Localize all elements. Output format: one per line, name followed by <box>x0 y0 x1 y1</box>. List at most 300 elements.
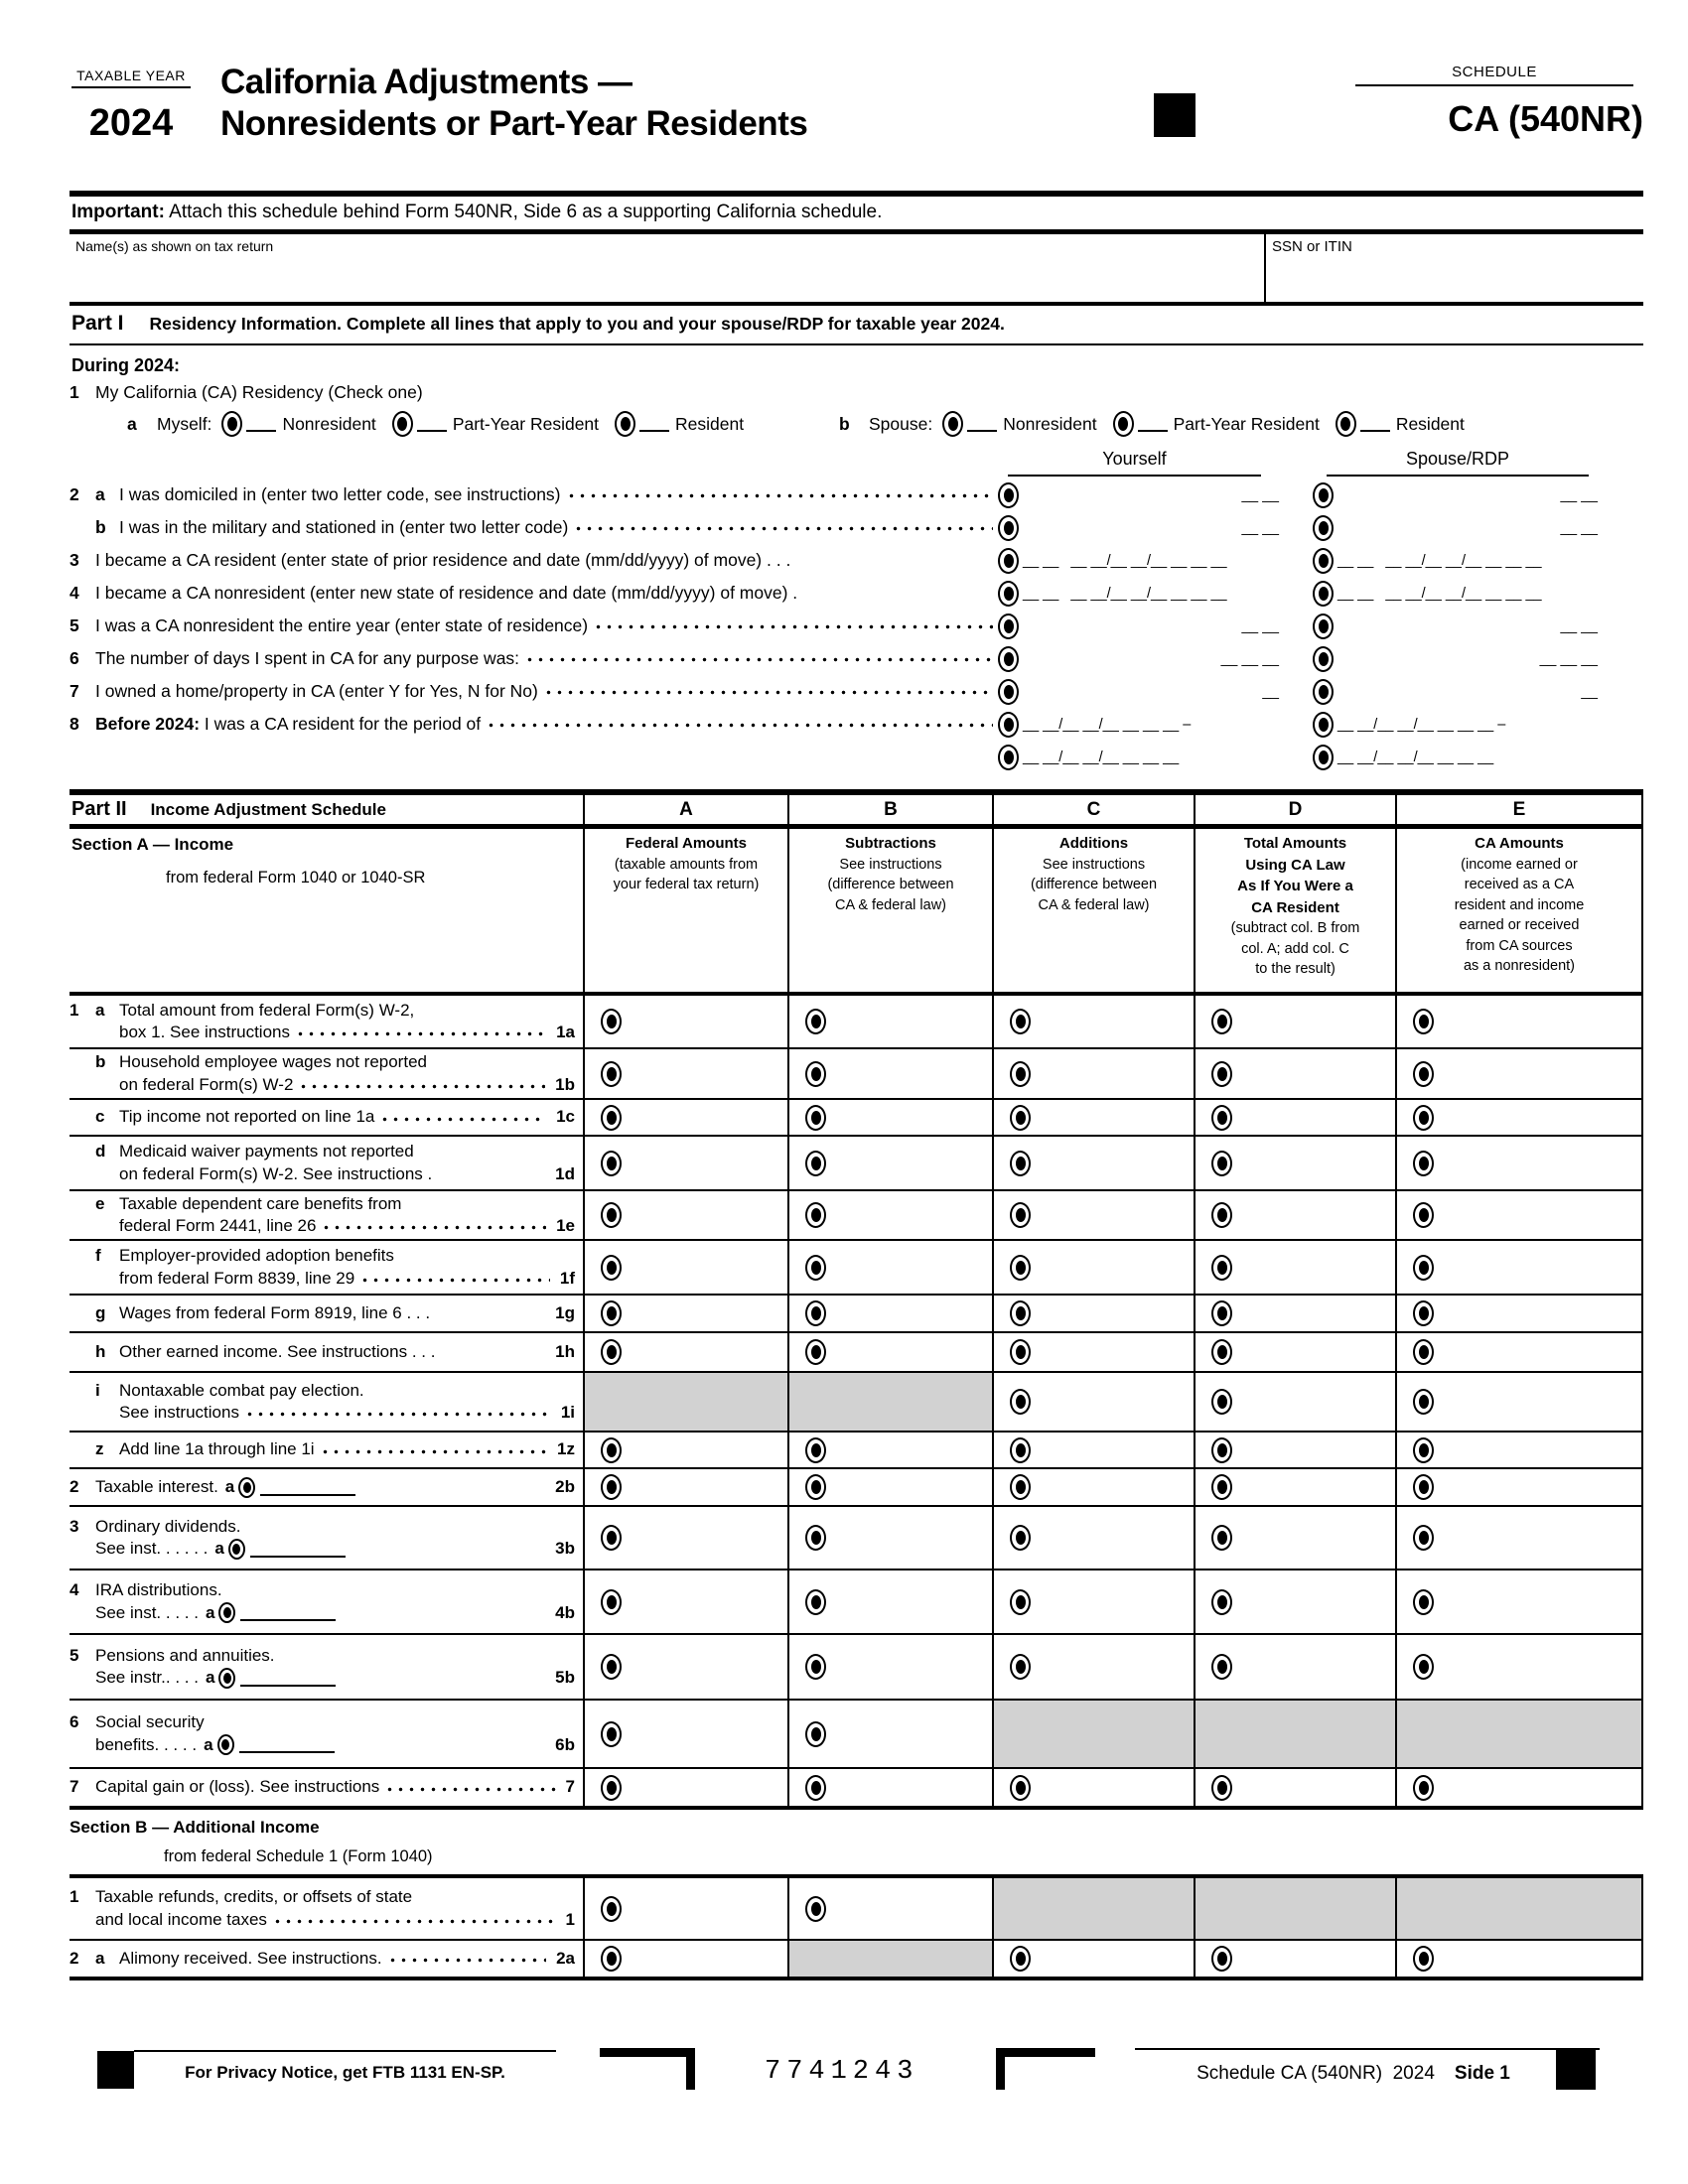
yourself-entry-zone <box>998 482 1313 508</box>
bubble-target[interactable] <box>601 1105 622 1131</box>
bubble-target[interactable] <box>601 1775 622 1801</box>
line-reference: 1c <box>556 1107 575 1127</box>
bubble-target[interactable] <box>1413 1474 1434 1500</box>
bubble-target[interactable] <box>998 646 1019 672</box>
amount-cell-e[interactable] <box>1397 1469 1643 1507</box>
bubble-target[interactable] <box>1211 1775 1232 1801</box>
amount-cell-b[interactable] <box>789 1469 994 1507</box>
bubble-target[interactable] <box>601 1151 622 1176</box>
amount-cell-b[interactable] <box>789 1137 994 1191</box>
bubble-target[interactable] <box>601 1202 622 1228</box>
entry-blank[interactable] <box>260 1479 355 1496</box>
entry-blank[interactable] <box>1360 417 1390 432</box>
amount-cell-a[interactable] <box>585 1507 789 1570</box>
bubble-target[interactable] <box>1413 1061 1434 1087</box>
amount-cell-c[interactable] <box>994 1137 1196 1191</box>
entry-blank[interactable]: __ __/__ __/__ __ __ __ – <box>1337 716 1506 733</box>
amount-cell-a[interactable] <box>585 1049 789 1100</box>
entry-blank[interactable]: __ __/__ __/__ __ __ __ <box>1023 749 1180 765</box>
amount-cell-c[interactable] <box>994 1191 1196 1241</box>
bubble-target[interactable] <box>601 1339 622 1365</box>
bubble-target[interactable] <box>1413 1654 1434 1680</box>
row-label-line <box>70 1516 575 1538</box>
entry-blank[interactable]: __ <box>1262 683 1279 700</box>
amount-cell-e[interactable] <box>1397 1049 1643 1100</box>
entry-blank[interactable] <box>246 417 276 432</box>
amount-cell-b[interactable] <box>789 1191 994 1241</box>
line-text: on federal Form(s) W-2. See instructions . <box>119 1163 433 1183</box>
line-text-wrap <box>95 615 998 636</box>
entry-blank[interactable]: __ __ __ __/__ __/__ __ __ __ <box>1337 585 1542 602</box>
amount-cell-a[interactable] <box>585 1469 789 1507</box>
spouse-column-header: Spouse/RDP <box>1327 449 1589 477</box>
row-label-line <box>70 1776 575 1798</box>
bubble-target[interactable] <box>805 1339 826 1365</box>
amount-cell-d[interactable] <box>1196 1241 1397 1296</box>
entry-blank[interactable]: __ __ __ <box>1220 650 1279 667</box>
line-text-wrap <box>95 583 998 604</box>
bubble-target[interactable] <box>1211 1105 1232 1131</box>
bubble-target[interactable] <box>1010 1151 1031 1176</box>
amount-cell-d[interactable] <box>1196 1469 1397 1507</box>
row-label-line <box>70 1909 575 1931</box>
bubble-target[interactable] <box>238 1477 255 1498</box>
bubble-target[interactable] <box>601 1721 622 1747</box>
amount-cell-d[interactable] <box>1196 1433 1397 1469</box>
line-text: IRA distributions. <box>95 1580 222 1600</box>
residency-option-label: Part-Year Resident <box>452 413 600 434</box>
bubble-target[interactable] <box>1313 515 1334 541</box>
residency-spouse-group <box>839 411 1480 437</box>
line-reference: 1h <box>555 1341 575 1361</box>
bubble-target[interactable] <box>1211 1437 1232 1463</box>
entry-blank[interactable]: __ __ __ __/__ __/__ __ __ __ <box>1023 552 1227 569</box>
bubble-target[interactable] <box>1413 1202 1434 1228</box>
amount-cell-d[interactable] <box>1196 1373 1397 1433</box>
entry-blank[interactable]: __ __ <box>1560 486 1598 503</box>
name-input-area[interactable] <box>70 234 1266 302</box>
entry-blank[interactable]: __ __ <box>1241 519 1279 536</box>
bubble-target[interactable] <box>998 548 1019 574</box>
amount-cell-b[interactable] <box>789 1333 994 1373</box>
row-label-line <box>70 1476 575 1498</box>
amount-cell-d[interactable] <box>1196 1100 1397 1137</box>
amount-cell-a[interactable] <box>585 1100 789 1137</box>
bubble-target[interactable] <box>998 712 1019 738</box>
amount-cell-d[interactable] <box>1196 996 1397 1049</box>
schedule-block <box>1345 64 1643 140</box>
column-desc-line: (subtract col. B from <box>1230 920 1360 937</box>
amount-cell-d[interactable] <box>1196 1191 1397 1241</box>
amount-cell-c[interactable] <box>994 1570 1196 1635</box>
bubble-target[interactable] <box>601 1589 622 1615</box>
bubble-target[interactable] <box>1413 1339 1434 1365</box>
amount-cell-c[interactable] <box>994 1100 1196 1137</box>
amount-cell-b[interactable] <box>789 1433 994 1469</box>
entry-blank[interactable]: __ __ <box>1241 486 1279 503</box>
amount-cell-b[interactable] <box>789 1701 994 1769</box>
bubble-target[interactable] <box>1211 1061 1232 1087</box>
amount-cell-c[interactable] <box>994 1635 1196 1701</box>
bubble-target[interactable] <box>805 1009 826 1034</box>
bubble-target[interactable] <box>1113 411 1134 437</box>
amount-cell-b[interactable] <box>789 1507 994 1570</box>
bubble-target[interactable] <box>601 1474 622 1500</box>
amount-cell-c[interactable] <box>994 1941 1196 1980</box>
bubble-target[interactable] <box>601 1009 622 1034</box>
bubble-target[interactable] <box>1413 1151 1434 1176</box>
row-letter: b <box>839 413 850 434</box>
part2-heading-text: Income Adjustment Schedule <box>150 799 386 819</box>
bubble-target[interactable] <box>1211 1589 1232 1615</box>
line-letter: a <box>95 484 105 504</box>
amount-cell-b[interactable] <box>789 996 994 1049</box>
bubble-target[interactable] <box>998 515 1019 541</box>
line-number: 4 <box>70 1580 79 1600</box>
amount-cell-c[interactable] <box>994 1433 1196 1469</box>
column-desc-text: As If You Were a <box>1237 878 1353 895</box>
bubble-target[interactable] <box>1413 1105 1434 1131</box>
bubble-target[interactable] <box>1211 1525 1232 1551</box>
bubble-target[interactable] <box>601 1525 622 1551</box>
column-desc-line: earned or received <box>1459 917 1580 934</box>
bubble-target[interactable] <box>805 1589 826 1615</box>
bubble-target[interactable] <box>1211 1151 1232 1176</box>
line-reference: 1b <box>555 1074 575 1094</box>
amount-cell-c[interactable] <box>994 1469 1196 1507</box>
amount-cell-b[interactable] <box>789 1570 994 1635</box>
radio-group-label: Myself: <box>157 413 212 434</box>
amount-cell-e[interactable] <box>1397 1635 1643 1701</box>
bubble-target[interactable] <box>1413 1389 1434 1415</box>
amount-cell-e[interactable] <box>1397 996 1643 1049</box>
amount-cell-b[interactable] <box>789 1296 994 1333</box>
bubble-target[interactable] <box>1211 1389 1232 1415</box>
entry-blank[interactable]: __ __/__ __/__ __ __ __ – <box>1023 716 1192 733</box>
amount-cell-a[interactable] <box>585 1137 789 1191</box>
bubble-target[interactable] <box>601 1654 622 1680</box>
residency-option-label: Part-Year Resident <box>1173 413 1320 434</box>
amount-cell-a[interactable] <box>585 1241 789 1296</box>
bubble-target[interactable] <box>601 1061 622 1087</box>
bubble-target[interactable] <box>998 679 1019 705</box>
bubble-target[interactable] <box>1413 1300 1434 1326</box>
line-reference: 1d <box>555 1163 575 1183</box>
line-text: Tip income not reported on line 1a <box>119 1107 375 1127</box>
bubble-target[interactable] <box>228 1539 245 1560</box>
bubble-target[interactable] <box>1010 1437 1031 1463</box>
bubble-target[interactable] <box>805 1061 826 1087</box>
row-label-line <box>70 1141 575 1162</box>
amount-cell-d[interactable] <box>1196 1635 1397 1701</box>
bubble-target[interactable] <box>1010 1339 1031 1365</box>
entry-blank[interactable]: __ __ <box>1241 617 1279 634</box>
entry-blank[interactable]: __ __ __ __/__ __/__ __ __ __ <box>1337 552 1542 569</box>
line-number: 5 <box>70 1645 79 1665</box>
line-text: Taxable refunds, credits, or offsets of state <box>95 1887 413 1907</box>
amount-cell-a[interactable] <box>585 1296 789 1333</box>
row-label-line <box>70 1106 575 1128</box>
amount-cell-a[interactable] <box>585 1333 789 1373</box>
column-desc-line: See instructions <box>839 856 942 873</box>
bubble-target[interactable] <box>805 1525 826 1551</box>
row-label-line <box>70 1268 575 1290</box>
bubble-target[interactable] <box>1010 1589 1031 1615</box>
bubble-target[interactable] <box>217 1734 234 1755</box>
bubble-target[interactable] <box>805 1474 826 1500</box>
bubble-target[interactable] <box>805 1437 826 1463</box>
amount-cell-a[interactable] <box>585 1769 789 1810</box>
bubble-target[interactable] <box>1413 1255 1434 1281</box>
bubble-target[interactable] <box>1336 411 1356 437</box>
column-desc-line: (income earned or <box>1461 856 1578 873</box>
column-desc-line: resident and income <box>1454 896 1585 913</box>
amount-cell-e[interactable] <box>1397 1433 1643 1469</box>
bubble-target[interactable] <box>1211 1339 1232 1365</box>
bubble-target[interactable] <box>1211 1300 1232 1326</box>
bubble-target[interactable] <box>392 411 413 437</box>
amount-cell-d[interactable] <box>1196 1507 1397 1570</box>
bubble-target[interactable] <box>1313 581 1334 607</box>
amount-cell-c[interactable] <box>994 996 1196 1049</box>
row-label-line <box>70 1645 575 1667</box>
amount-cell-e[interactable] <box>1397 1296 1643 1333</box>
amount-cell-d[interactable] <box>1196 1570 1397 1635</box>
radio-group-label: Spouse: <box>869 413 933 434</box>
part1-line <box>70 642 1643 675</box>
amount-cell-a[interactable] <box>585 1635 789 1701</box>
line-text-wrap <box>95 550 998 571</box>
line-letter: z <box>95 1439 104 1459</box>
bubble-target[interactable] <box>805 1202 826 1228</box>
amount-cell-b[interactable] <box>789 1878 994 1941</box>
bubble-target[interactable] <box>1211 1654 1232 1680</box>
bubble-target[interactable] <box>1010 1775 1031 1801</box>
entry-blank[interactable]: __ __ <box>1560 519 1598 536</box>
bubble-target[interactable] <box>1413 1009 1434 1034</box>
amount-cell-e[interactable] <box>1397 1941 1643 1980</box>
bubble-target[interactable] <box>1010 1525 1031 1551</box>
bubble-target[interactable] <box>601 1896 622 1922</box>
ssn-input-area[interactable] <box>1266 234 1643 302</box>
row-label-line <box>70 1074 575 1096</box>
bubble-target[interactable] <box>1010 1389 1031 1415</box>
bubble-target[interactable] <box>221 411 242 437</box>
bubble-target[interactable] <box>1010 1654 1031 1680</box>
entry-blank[interactable] <box>967 417 997 432</box>
entry-blank[interactable] <box>1138 417 1168 432</box>
bubble-target[interactable] <box>601 1946 622 1972</box>
amount-cell-a[interactable] <box>585 1433 789 1469</box>
amount-cell-c[interactable] <box>994 1049 1196 1100</box>
bubble-target[interactable] <box>218 1602 235 1623</box>
amount-cell-b[interactable] <box>789 1241 994 1296</box>
bubble-target[interactable] <box>1413 1946 1434 1972</box>
amount-cell-c[interactable] <box>994 1769 1196 1810</box>
amount-cell-d[interactable] <box>1196 1049 1397 1100</box>
column-letter-e: E <box>1397 795 1643 829</box>
form-title-line2: Nonresidents or Part-Year Residents <box>220 104 808 143</box>
amount-cell-e[interactable] <box>1397 1373 1643 1433</box>
bubble-target[interactable] <box>1211 1946 1232 1972</box>
row-label-line <box>70 1000 575 1022</box>
schedule-label: SCHEDULE <box>1355 64 1633 86</box>
dot-leader <box>272 1909 556 1931</box>
bubble-target[interactable] <box>1010 1255 1031 1281</box>
entry-blank[interactable] <box>240 1670 336 1687</box>
amount-cell-a[interactable] <box>585 1701 789 1769</box>
amount-cell-d[interactable] <box>1196 1941 1397 1980</box>
bubble-target[interactable] <box>1313 745 1334 770</box>
amount-cell-d[interactable] <box>1196 1769 1397 1810</box>
amount-cell-e[interactable] <box>1397 1191 1643 1241</box>
line-letter: h <box>95 1341 106 1361</box>
bubble-target[interactable] <box>218 1668 235 1689</box>
bubble-target[interactable] <box>1211 1202 1232 1228</box>
amount-cell-a[interactable] <box>585 996 789 1049</box>
line-letter: g <box>95 1302 106 1322</box>
bubble-target[interactable] <box>998 482 1019 508</box>
spouse-entry-zone <box>1313 482 1643 508</box>
bubble-target[interactable] <box>998 614 1019 639</box>
bubble-target[interactable] <box>998 745 1019 770</box>
amount-cell-b[interactable] <box>789 1769 994 1810</box>
entry-blank[interactable]: __ __ __ <box>1539 650 1598 667</box>
amount-cell-e[interactable] <box>1397 1570 1643 1635</box>
line-text: Employer-provided adoption benefits <box>119 1246 394 1266</box>
bubble-target[interactable] <box>998 581 1019 607</box>
bubble-target[interactable] <box>1010 1009 1031 1034</box>
bubble-target[interactable] <box>1313 646 1334 672</box>
entry-blank[interactable]: __ __ <box>1560 617 1598 634</box>
bubble-target[interactable] <box>601 1300 622 1326</box>
line-text-wrap <box>95 648 998 669</box>
row-label <box>70 1570 585 1635</box>
entry-blank[interactable]: __ __ __ __/__ __/__ __ __ __ <box>1023 585 1227 602</box>
entry-blank[interactable]: __ __/__ __/__ __ __ __ <box>1337 749 1494 765</box>
amount-cell-c[interactable] <box>994 1333 1196 1373</box>
bubble-target[interactable] <box>1010 1105 1031 1131</box>
bubble-target[interactable] <box>805 1896 826 1922</box>
entry-blank[interactable] <box>239 1736 335 1753</box>
bubble-target[interactable] <box>1211 1474 1232 1500</box>
form-title <box>220 62 807 145</box>
amount-cell-e <box>1397 1878 1643 1941</box>
amount-cell-e[interactable] <box>1397 1137 1643 1191</box>
entry-blank[interactable] <box>639 417 669 432</box>
dot-leader <box>384 1776 555 1798</box>
column-desc-bold-line <box>1196 855 1395 877</box>
bubble-target[interactable] <box>1010 1474 1031 1500</box>
amount-cell-c[interactable] <box>994 1373 1196 1433</box>
bubble-target[interactable] <box>1313 548 1334 574</box>
bubble-target[interactable] <box>1313 614 1334 639</box>
amount-cell-c[interactable] <box>994 1296 1196 1333</box>
yourself-entry-zone <box>998 581 1313 607</box>
line-text: and local income taxes <box>95 1909 267 1929</box>
bubble-target[interactable] <box>1211 1255 1232 1281</box>
amount-letter: a <box>224 1476 235 1496</box>
bubble-target[interactable] <box>805 1255 826 1281</box>
line-number: 1 <box>70 382 79 402</box>
line-text: Social security <box>95 1712 205 1732</box>
spouse-entry-zone <box>1313 646 1643 672</box>
amount-cell-c <box>994 1878 1196 1941</box>
amount-cell-a[interactable] <box>585 1570 789 1635</box>
bubble-target[interactable] <box>615 411 635 437</box>
bubble-target[interactable] <box>805 1775 826 1801</box>
bubble-target[interactable] <box>805 1654 826 1680</box>
amount-cell-d[interactable] <box>1196 1333 1397 1373</box>
bubble-target[interactable] <box>1413 1775 1434 1801</box>
entry-blank[interactable] <box>417 417 447 432</box>
bubble-target[interactable] <box>1211 1009 1232 1034</box>
bubble-target[interactable] <box>1010 1202 1031 1228</box>
yourself-entry-zone <box>998 515 1313 541</box>
line-text-wrap <box>95 681 998 702</box>
column-desc-e <box>1397 829 1643 996</box>
amount-cell-b[interactable] <box>789 1100 994 1137</box>
line-text-wrap <box>119 517 998 538</box>
amount-cell-b[interactable] <box>789 1049 994 1100</box>
bubble-target[interactable] <box>1413 1525 1434 1551</box>
amount-cell-c[interactable] <box>994 1241 1196 1296</box>
bubble-target[interactable] <box>1313 482 1334 508</box>
amount-cell-d[interactable] <box>1196 1137 1397 1191</box>
bubble-target[interactable] <box>1010 1946 1031 1972</box>
bubble-target[interactable] <box>805 1151 826 1176</box>
entry-blank[interactable] <box>240 1604 336 1621</box>
amount-cell-a[interactable] <box>585 1191 789 1241</box>
bubble-target[interactable] <box>805 1300 826 1326</box>
entry-blank[interactable] <box>250 1541 346 1558</box>
amount-cell-c[interactable] <box>994 1507 1196 1570</box>
amount-cell-a[interactable] <box>585 1941 789 1980</box>
amount-cell-e[interactable] <box>1397 1507 1643 1570</box>
part1-line <box>70 675 1643 708</box>
dot-leader <box>321 1215 546 1237</box>
bubble-target[interactable] <box>1010 1061 1031 1087</box>
amount-cell-e[interactable] <box>1397 1333 1643 1373</box>
bubble-target[interactable] <box>805 1721 826 1747</box>
amount-cell-e[interactable] <box>1397 1769 1643 1810</box>
bubble-target[interactable] <box>601 1437 622 1463</box>
amount-cell-e[interactable] <box>1397 1241 1643 1296</box>
bubble-target[interactable] <box>1413 1589 1434 1615</box>
line-text-bold: Before 2024: <box>95 714 201 734</box>
bubble-target[interactable] <box>942 411 963 437</box>
bubble-target[interactable] <box>1413 1437 1434 1463</box>
bubble-target[interactable] <box>601 1255 622 1281</box>
amount-cell-e[interactable] <box>1397 1100 1643 1137</box>
dot-leader <box>524 648 993 669</box>
amount-cell-b[interactable] <box>789 1635 994 1701</box>
bubble-target[interactable] <box>1313 712 1334 738</box>
line1-text: My California (CA) Residency (Check one) <box>95 382 423 402</box>
entry-blank[interactable]: __ <box>1581 683 1598 700</box>
amount-cell-a[interactable] <box>585 1878 789 1941</box>
bubble-target[interactable] <box>1313 679 1334 705</box>
line-text: See instructions <box>119 1403 239 1422</box>
amount-cell-d[interactable] <box>1196 1296 1397 1333</box>
row-label-line <box>70 1051 575 1073</box>
row-label-line <box>70 1667 575 1689</box>
corner-bracket-icon <box>996 2048 1095 2090</box>
dot-leader <box>387 1948 547 1970</box>
bubble-target[interactable] <box>805 1105 826 1131</box>
bubble-target[interactable] <box>1010 1300 1031 1326</box>
row-label <box>70 1469 585 1507</box>
